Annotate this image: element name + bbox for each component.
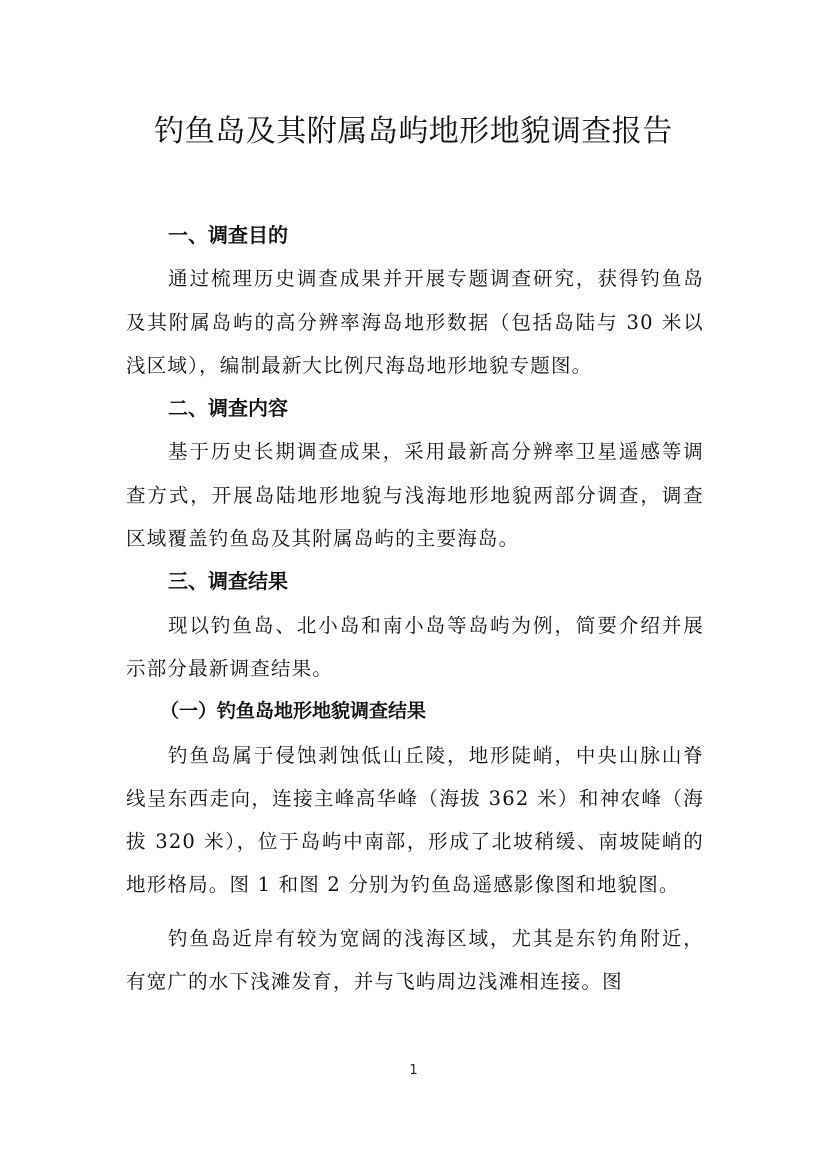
subsection-heading-diaoyu: （一）钓鱼岛地形地貌调查结果 bbox=[160, 700, 427, 723]
paragraph-content: 基于历史长期调查成果，采用最新高分辨率卫星遥感等调查方式，开展岛陆地形地貌与浅海地形地貌两部分调查，调查区域覆盖钓鱼岛及其附属岛屿的主要海岛。 bbox=[126, 440, 704, 551]
section-heading-purpose: 一、调查目的 bbox=[168, 223, 288, 247]
section-heading-results: 三、调查结果 bbox=[168, 569, 288, 594]
paragraph-diaoyu-shallow-sea: 钓鱼岛近岸有较为宽阔的浅海区域，尤其是东钓角附近，有宽广的水下浅滩发育，并与飞屿周边浅滩相连接。图 bbox=[126, 926, 704, 994]
paragraph-results-intro: 现以钓鱼岛、北小岛和南小岛等岛屿为例，简要介绍并展示部分最新调查结果。 bbox=[126, 613, 704, 680]
document-title: 钓鱼岛及其附属岛屿地形地貌调查报告 bbox=[154, 114, 673, 149]
paragraph-diaoyu-terrain: 钓鱼岛属于侵蚀剥蚀低山丘陵，地形陡峭，中央山脉山脊线呈东西走向，连接主峰高华峰（海拔 362 米）和神农峰（海拔 320 米），位于岛屿中南部，形成了北坡稍缓、南坡陡峭的地形格局。图 1 和图 2 分别为钓鱼岛遥感影像图和地貌图。 bbox=[126, 743, 704, 897]
document-body bbox=[126, 214, 704, 1003]
section-heading-content: 二、调查内容 bbox=[168, 396, 288, 421]
page-number: 1 bbox=[409, 1063, 418, 1078]
paragraph-purpose: 通过梳理历史调查成果并开展专题调查研究，获得钓鱼岛及其附属岛屿的高分辨率海岛地形数据（包括岛陆与 30 米以浅区域），编制最新大比例尺海岛地形地貌专题图。 bbox=[126, 267, 704, 377]
